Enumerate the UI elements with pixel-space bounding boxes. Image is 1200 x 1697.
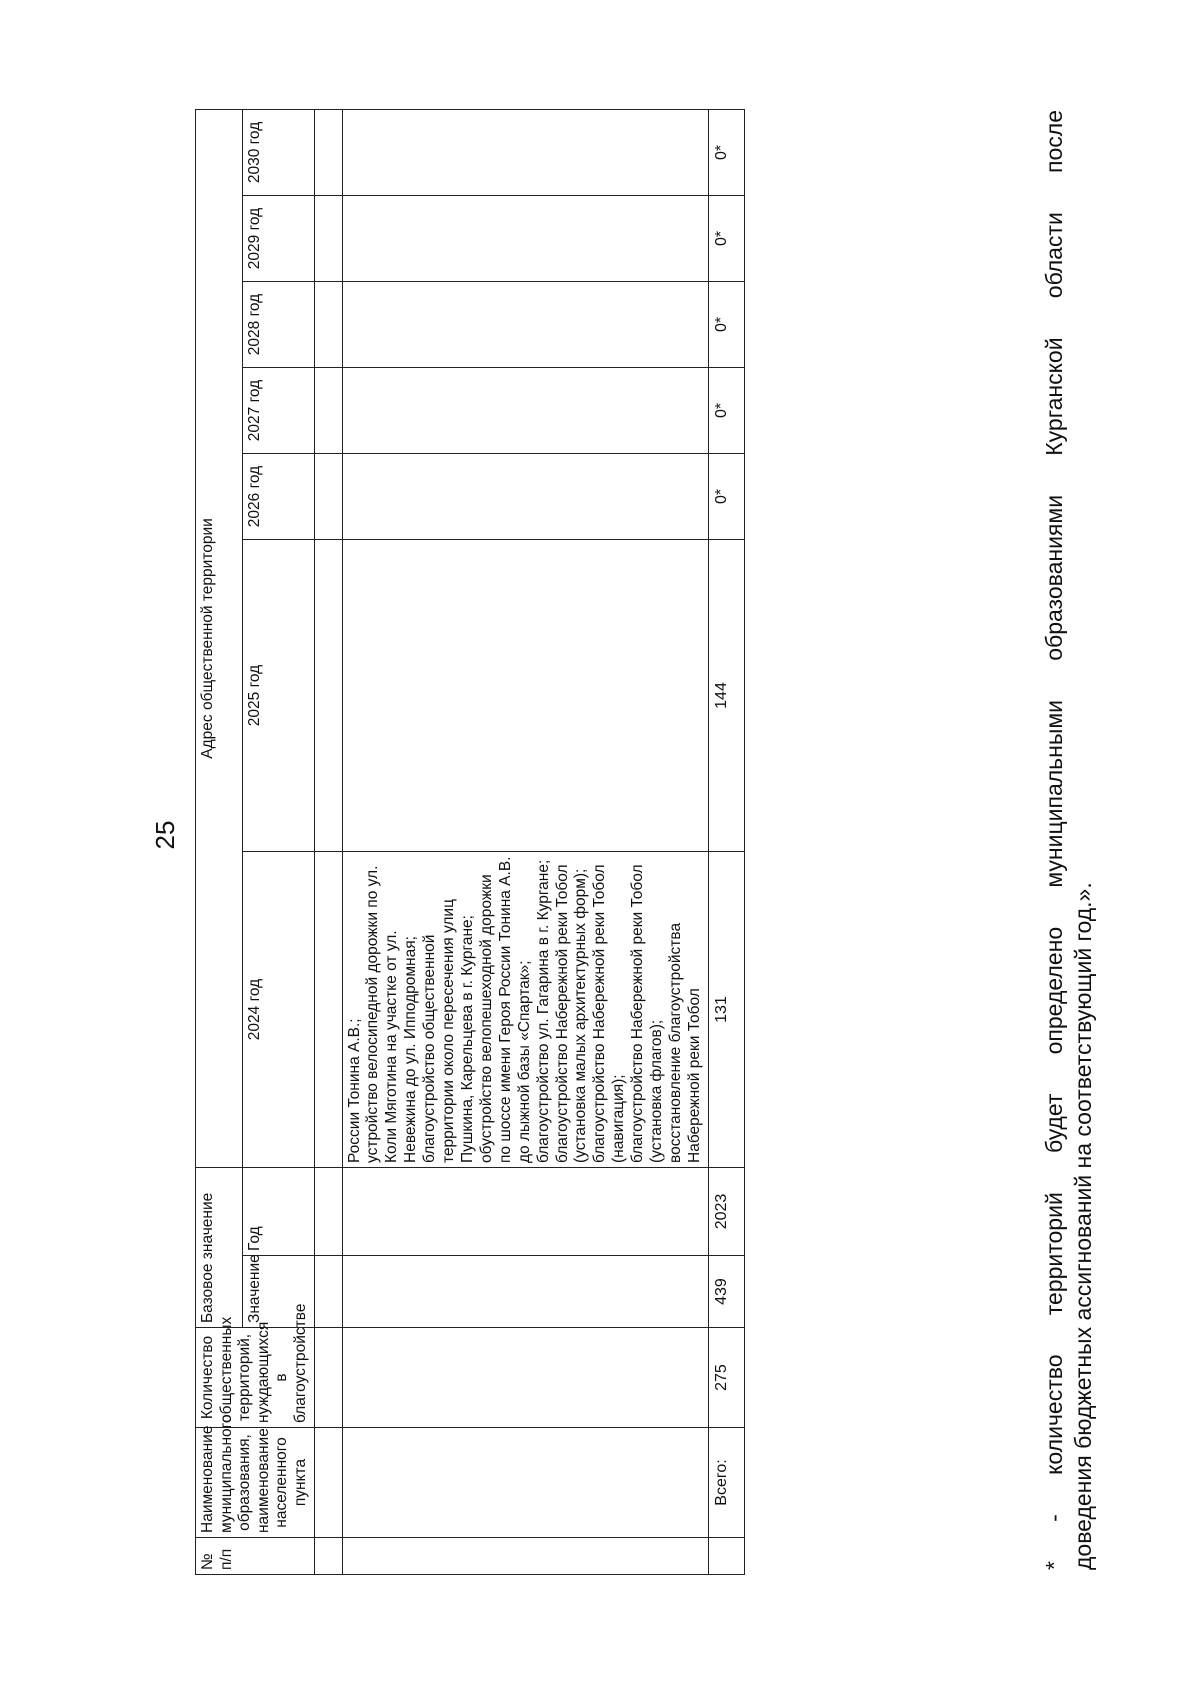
- table-cell: [314, 195, 342, 281]
- header-count: Количество общественных территорий, нуждающихся в благоустройстве: [196, 1328, 315, 1428]
- table-cell: [314, 109, 342, 195]
- table-cell: [314, 1328, 342, 1428]
- total-base-value: 439: [708, 1256, 744, 1328]
- table-cell: [342, 1538, 708, 1575]
- table-cell: [314, 1256, 342, 1328]
- header-base-value: Значение: [242, 1256, 314, 1328]
- table-cell: [314, 1167, 342, 1255]
- header-num: № п/п: [196, 1538, 315, 1575]
- header-year-2028: 2028 год: [242, 281, 314, 367]
- table-cell: [314, 851, 342, 1167]
- spacer-row: [314, 109, 342, 1574]
- total-2024: 131: [708, 851, 744, 1167]
- header-row-1: [196, 109, 243, 1574]
- table-cell: [342, 1428, 708, 1538]
- footnote-line-1: * - количество территорий будет определено муниципальными образованиями Курганской области после: [1041, 110, 1067, 1570]
- header-year-2025: 2025 год: [242, 539, 314, 851]
- table-cell: [314, 453, 342, 539]
- page-number: 25: [150, 820, 180, 850]
- header-year-2024: 2024 год: [242, 851, 314, 1167]
- table-cell: [314, 539, 342, 851]
- header-name: Наименование муниципального образования, наименование населенного пункта: [196, 1428, 315, 1538]
- header-year-2029: 2029 год: [242, 195, 314, 281]
- total-row: [708, 109, 744, 1574]
- territory-table: [195, 109, 745, 1575]
- table-cell: [342, 453, 708, 539]
- total-2026: 0*: [708, 453, 744, 539]
- table-row: [342, 109, 708, 1574]
- table-cell: [708, 1538, 744, 1575]
- footnote: [1040, 110, 1099, 1570]
- total-2025: 144: [708, 539, 744, 851]
- table-cell: [342, 281, 708, 367]
- header-base-year: Год: [242, 1167, 314, 1255]
- table-cell: [314, 1428, 342, 1538]
- address-2024-description: России Тонина А.В.; устройство велосипедной дорожки по ул. Коли Мяготина на участке от ул. Невежина до ул. Ипподромная; благоустройство общественной территории около пересечения улиц Пушкина, Карельцева в г. Кургане; обустройство велопешеходной дорожки по шоссе имени Героя России Тонина А.В. до лыжной базы «Спартак»; благоустройство ул. Гагарина в г. Кургане; благоустройство Набережной реки Тобол (установка малых архитектурных форм); благоустройство Набережной реки Тобол (навигация); благоустройство Набережной реки Тобол (установка флагов); восстановление благоустройства Набережной реки Тобол: [342, 851, 708, 1167]
- table-cell: [314, 281, 342, 367]
- table-cell: [342, 1256, 708, 1328]
- table-cell: [314, 367, 342, 453]
- header-base-group: Базовое значение: [196, 1167, 243, 1327]
- total-2028: 0*: [708, 281, 744, 367]
- total-2029: 0*: [708, 195, 744, 281]
- total-count: 275: [708, 1328, 744, 1428]
- total-2030: 0*: [708, 109, 744, 195]
- header-address-group: Адрес общественной территории: [196, 109, 243, 1167]
- header-year-2027: 2027 год: [242, 367, 314, 453]
- table-cell: [342, 1167, 708, 1255]
- table-cell: [342, 1328, 708, 1428]
- header-year-2026: 2026 год: [242, 453, 314, 539]
- table-cell: [342, 109, 708, 195]
- table-cell: [314, 1538, 342, 1575]
- total-2027: 0*: [708, 367, 744, 453]
- total-label: Всего:: [708, 1428, 744, 1538]
- table-cell: [342, 367, 708, 453]
- footnote-line-2: доведения бюджетных ассигнований на соответствующий год.».: [1070, 882, 1097, 1570]
- total-base-year: 2023: [708, 1167, 744, 1255]
- header-year-2030: 2030 год: [242, 109, 314, 195]
- table-cell: [342, 195, 708, 281]
- table-cell: [342, 539, 708, 851]
- rotated-page-content: [190, 100, 1190, 1600]
